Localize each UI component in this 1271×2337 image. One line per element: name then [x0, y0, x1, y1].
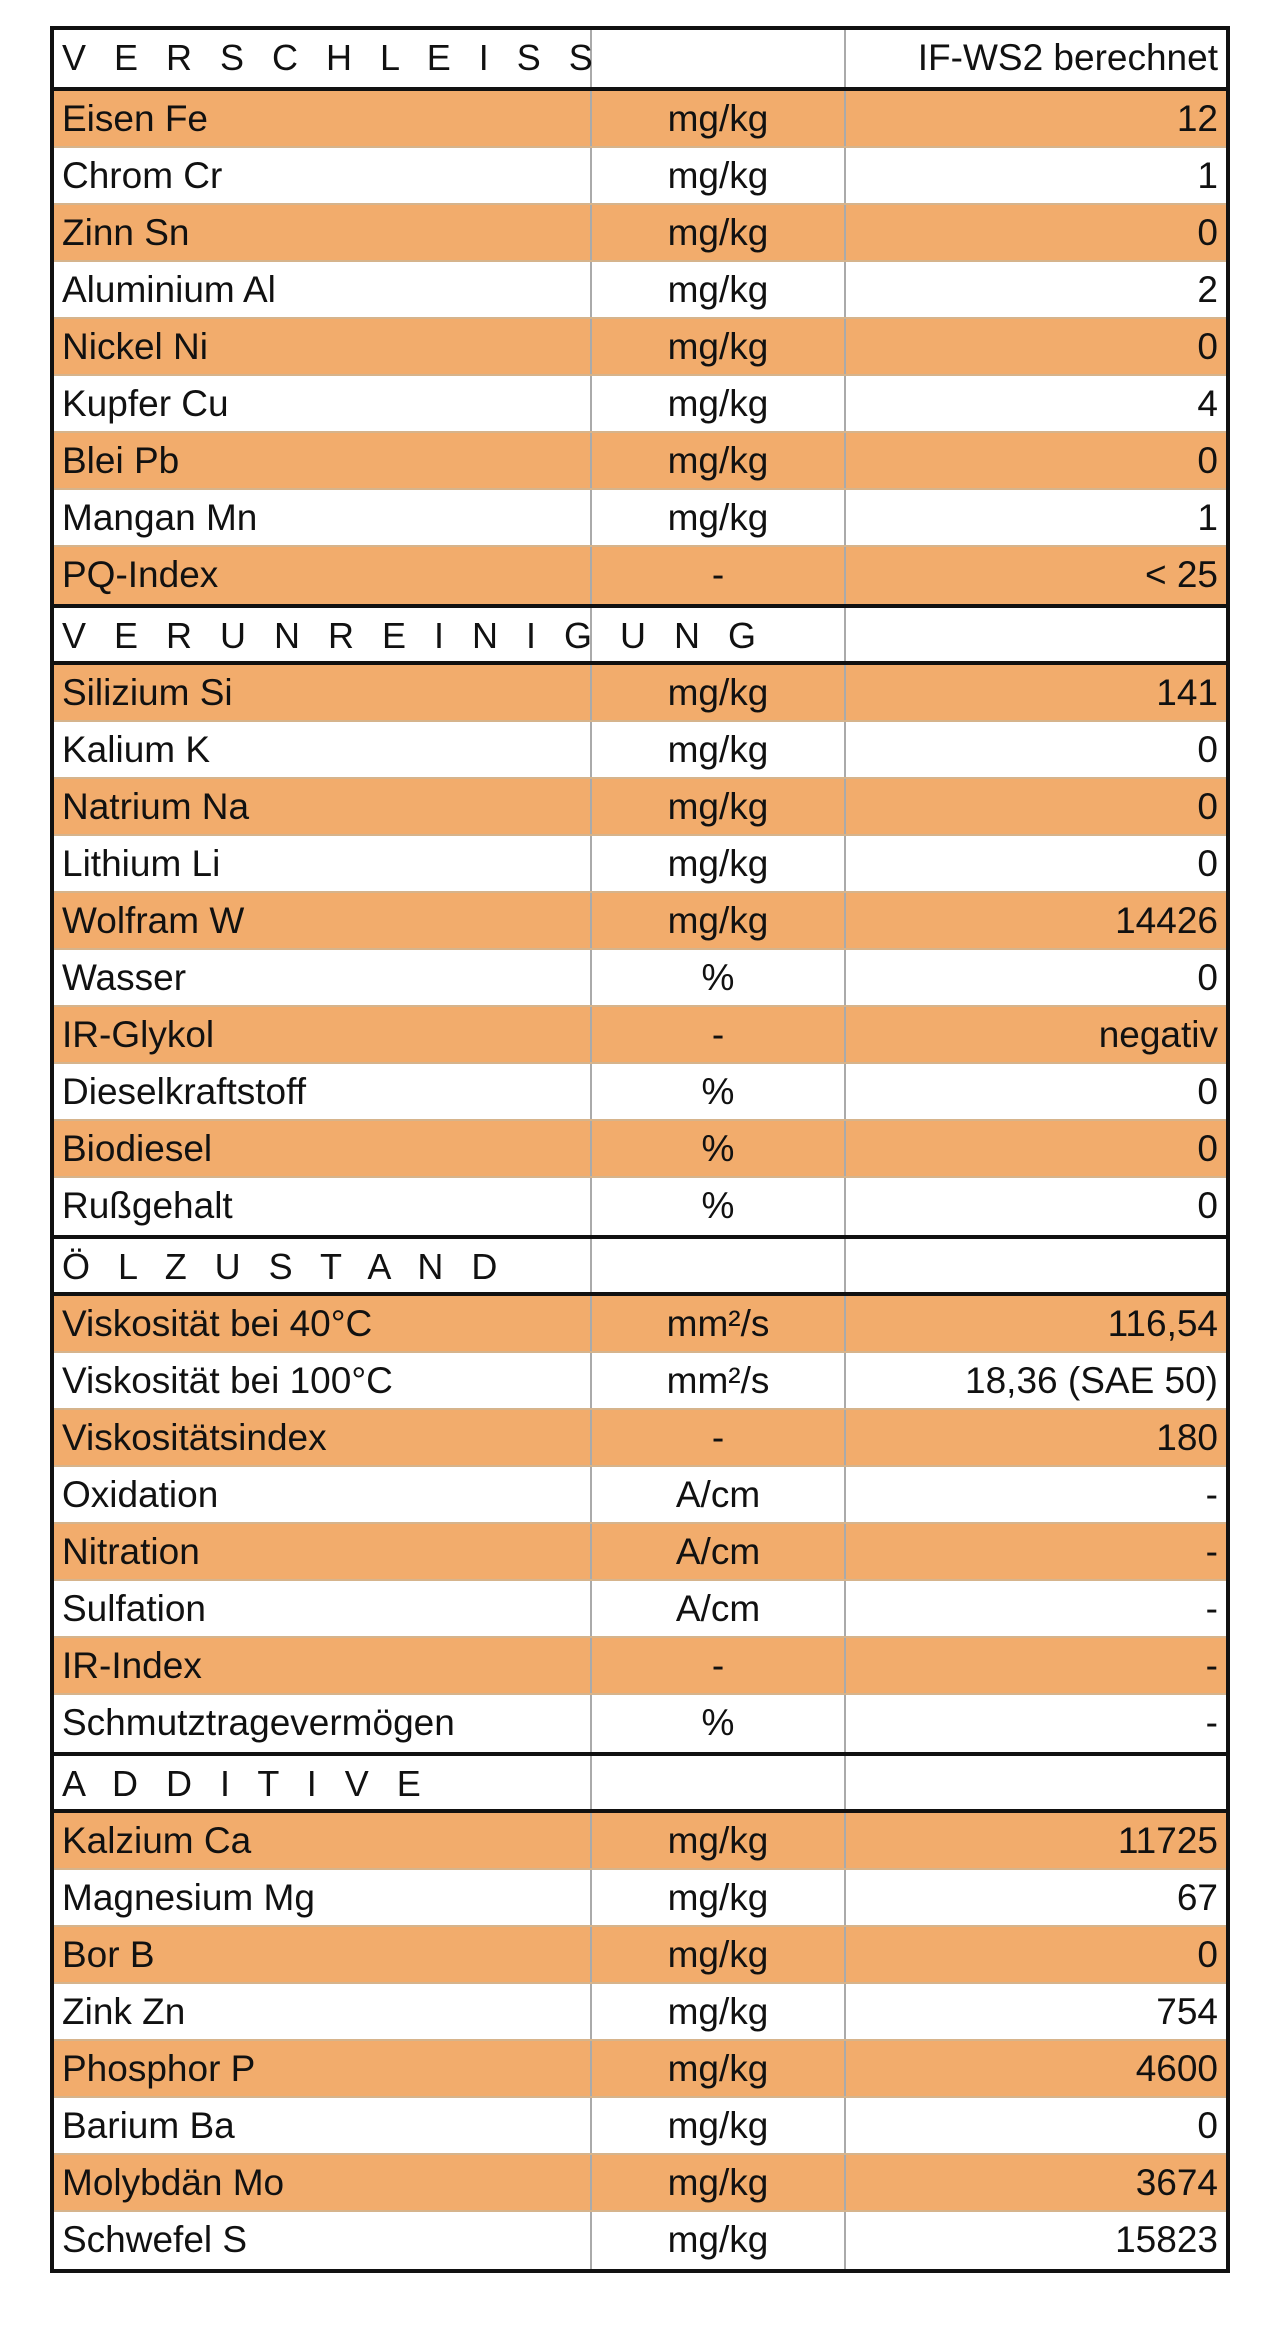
parameter-unit: mg/kg — [592, 1927, 846, 1982]
parameter-unit: % — [592, 1121, 846, 1176]
section-title: Ö L Z U S T A N D — [54, 1239, 592, 1292]
parameter-unit: - — [592, 1007, 846, 1062]
parameter-value: 3674 — [1135, 2162, 1218, 2203]
section-title: A D D I T I V E — [54, 1756, 592, 1809]
section-title: V E R U N R E I N I G U N G — [54, 608, 592, 661]
parameter-name: Dieselkraftstoff — [54, 1064, 592, 1119]
parameter-value: < 25 — [1144, 554, 1218, 595]
parameter-name: Viskosität bei 40°C — [54, 1296, 592, 1351]
parameter-value: - — [1205, 1588, 1218, 1629]
parameter-name: PQ-Index — [54, 547, 592, 604]
table-row — [54, 1353, 1226, 1410]
parameter-value: - — [1205, 1474, 1218, 1515]
parameter-unit: mg/kg — [592, 205, 846, 260]
parameter-value: 0 — [1197, 786, 1218, 827]
parameter-value: 4600 — [1135, 2048, 1218, 2089]
parameter-unit: mg/kg — [592, 779, 846, 834]
parameter-name: Kalzium Ca — [54, 1813, 592, 1868]
parameter-value: 2 — [1197, 269, 1218, 310]
table-row — [54, 1813, 1226, 1870]
parameter-value: 0 — [1197, 843, 1218, 884]
table-row — [54, 722, 1226, 779]
parameter-value: 0 — [1197, 1128, 1218, 1169]
parameter-unit: mg/kg — [592, 893, 846, 948]
parameter-name: Phosphor P — [54, 2041, 592, 2096]
parameter-name: Kalium K — [54, 722, 592, 777]
parameter-unit: A/cm — [592, 1467, 846, 1522]
parameter-value: 0 — [1197, 729, 1218, 770]
parameter-unit: mg/kg — [592, 1813, 846, 1868]
parameter-value: 15823 — [1115, 2219, 1218, 2260]
parameter-name: Silizium Si — [54, 665, 592, 720]
parameter-value: - — [1205, 1645, 1218, 1686]
parameter-unit: mg/kg — [592, 376, 846, 431]
parameter-name: Magnesium Mg — [54, 1870, 592, 1925]
parameter-unit: mg/kg — [592, 2155, 846, 2210]
parameter-unit: mg/kg — [592, 665, 846, 720]
parameter-value: - — [1205, 1531, 1218, 1572]
parameter-value: 180 — [1156, 1417, 1218, 1458]
table-row — [54, 1984, 1226, 2041]
section-value-header — [846, 1756, 1226, 1809]
parameter-name: Barium Ba — [54, 2098, 592, 2153]
table-row — [54, 950, 1226, 1007]
section-unit-header — [592, 1239, 846, 1292]
table-row — [54, 1581, 1226, 1638]
parameter-value: 0 — [1197, 1934, 1218, 1975]
parameter-value: 0 — [1197, 212, 1218, 253]
table-row — [54, 1007, 1226, 1064]
parameter-unit: A/cm — [592, 1524, 846, 1579]
parameter-unit: - — [592, 1410, 846, 1465]
section-title: V E R S C H L E I S S — [54, 30, 592, 87]
section-unit-header — [592, 608, 846, 661]
table-row — [54, 779, 1226, 836]
parameter-name: Wasser — [54, 950, 592, 1005]
parameter-name: Natrium Na — [54, 779, 592, 834]
table-row — [54, 1178, 1226, 1235]
parameter-name: Viskosität bei 100°C — [54, 1353, 592, 1408]
parameter-name: Rußgehalt — [54, 1178, 592, 1235]
table-row — [54, 490, 1226, 547]
parameter-value: 0 — [1197, 1071, 1218, 1112]
table-row — [54, 433, 1226, 490]
parameter-name: Schwefel S — [54, 2212, 592, 2269]
parameter-name: Zinn Sn — [54, 205, 592, 260]
parameter-value: 18,36 (SAE 50) — [965, 1360, 1218, 1401]
table-row — [54, 1927, 1226, 1984]
parameter-value: 0 — [1197, 326, 1218, 367]
parameter-unit: mg/kg — [592, 319, 846, 374]
parameter-value: 0 — [1197, 440, 1218, 481]
table-row — [54, 1410, 1226, 1467]
parameter-unit: - — [592, 547, 846, 604]
parameter-name: Aluminium Al — [54, 262, 592, 317]
parameter-unit: mg/kg — [592, 433, 846, 488]
parameter-name: Sulfation — [54, 1581, 592, 1636]
parameter-unit: % — [592, 1695, 846, 1752]
parameter-name: Schmutztragevermögen — [54, 1695, 592, 1752]
table-row — [54, 1524, 1226, 1581]
parameter-name: Bor B — [54, 1927, 592, 1982]
parameter-value: 116,54 — [1107, 1303, 1218, 1344]
table-row — [54, 1467, 1226, 1524]
table-row — [54, 148, 1226, 205]
parameter-unit: mg/kg — [592, 1984, 846, 2039]
table-row — [54, 376, 1226, 433]
parameter-unit: mg/kg — [592, 722, 846, 777]
parameter-value: 1 — [1197, 497, 1218, 538]
parameter-value: 1 — [1197, 155, 1218, 196]
table-row — [54, 1296, 1226, 1353]
parameter-value: 67 — [1176, 1877, 1218, 1918]
parameter-unit: mg/kg — [592, 490, 846, 545]
parameter-name: Chrom Cr — [54, 148, 592, 203]
table-row — [54, 205, 1226, 262]
parameter-name: Nitration — [54, 1524, 592, 1579]
section-value-header: IF-WS2 berechnet — [917, 37, 1218, 78]
parameter-name: Blei Pb — [54, 433, 592, 488]
parameter-name: Wolfram W — [54, 893, 592, 948]
parameter-unit: mm²/s — [592, 1353, 846, 1408]
parameter-name: IR-Glykol — [54, 1007, 592, 1062]
table-row — [54, 262, 1226, 319]
parameter-unit: mg/kg — [592, 148, 846, 203]
parameter-value: negativ — [1098, 1014, 1218, 1055]
table-row — [54, 893, 1226, 950]
parameter-value: 4 — [1197, 383, 1218, 424]
parameter-value: 12 — [1176, 98, 1218, 139]
parameter-name: Molybdän Mo — [54, 2155, 592, 2210]
parameter-name: Biodiesel — [54, 1121, 592, 1176]
parameter-name: Oxidation — [54, 1467, 592, 1522]
parameter-name: IR-Index — [54, 1638, 592, 1693]
parameter-unit: A/cm — [592, 1581, 846, 1636]
table-row — [54, 2212, 1226, 2269]
parameter-unit: mg/kg — [592, 1870, 846, 1925]
parameter-unit: mm²/s — [592, 1296, 846, 1351]
section-header-row — [54, 1752, 1226, 1813]
table-row — [54, 836, 1226, 893]
parameter-name: Viskositätsindex — [54, 1410, 592, 1465]
table-row — [54, 2155, 1226, 2212]
parameter-value: 0 — [1197, 1185, 1218, 1226]
parameter-value: 141 — [1156, 672, 1218, 713]
table-row — [54, 2041, 1226, 2098]
parameter-unit: mg/kg — [592, 91, 846, 146]
table-row — [54, 1870, 1226, 1927]
parameter-unit: % — [592, 1064, 846, 1119]
parameter-name: Mangan Mn — [54, 490, 592, 545]
parameter-value: 0 — [1197, 2105, 1218, 2146]
parameter-value: - — [1205, 1702, 1218, 1743]
parameter-unit: mg/kg — [592, 836, 846, 891]
table-row — [54, 2098, 1226, 2155]
parameter-value: 14426 — [1115, 900, 1218, 941]
oil-analysis-table — [50, 26, 1230, 2273]
parameter-name: Lithium Li — [54, 836, 592, 891]
table-row — [54, 91, 1226, 148]
parameter-name: Nickel Ni — [54, 319, 592, 374]
section-unit-header — [592, 1756, 846, 1809]
section-header-row — [54, 30, 1226, 91]
table-row — [54, 665, 1226, 722]
table-row — [54, 319, 1226, 376]
table-row — [54, 1064, 1226, 1121]
table-row — [54, 547, 1226, 604]
parameter-unit: mg/kg — [592, 2212, 846, 2269]
parameter-unit: mg/kg — [592, 2098, 846, 2153]
parameter-unit: % — [592, 1178, 846, 1235]
parameter-value: 0 — [1197, 957, 1218, 998]
parameter-unit: - — [592, 1638, 846, 1693]
parameter-name: Eisen Fe — [54, 91, 592, 146]
parameter-unit: mg/kg — [592, 2041, 846, 2096]
section-header-row — [54, 1235, 1226, 1296]
section-header-row — [54, 604, 1226, 665]
table-row — [54, 1121, 1226, 1178]
section-value-header — [846, 608, 1226, 661]
parameter-value: 11725 — [1117, 1820, 1218, 1861]
parameter-name: Zink Zn — [54, 1984, 592, 2039]
parameter-name: Kupfer Cu — [54, 376, 592, 431]
parameter-value: 754 — [1156, 1991, 1218, 2032]
section-unit-header — [592, 30, 846, 87]
parameter-unit: mg/kg — [592, 262, 846, 317]
table-row — [54, 1695, 1226, 1752]
table-row — [54, 1638, 1226, 1695]
parameter-unit: % — [592, 950, 846, 1005]
section-value-header — [846, 1239, 1226, 1292]
